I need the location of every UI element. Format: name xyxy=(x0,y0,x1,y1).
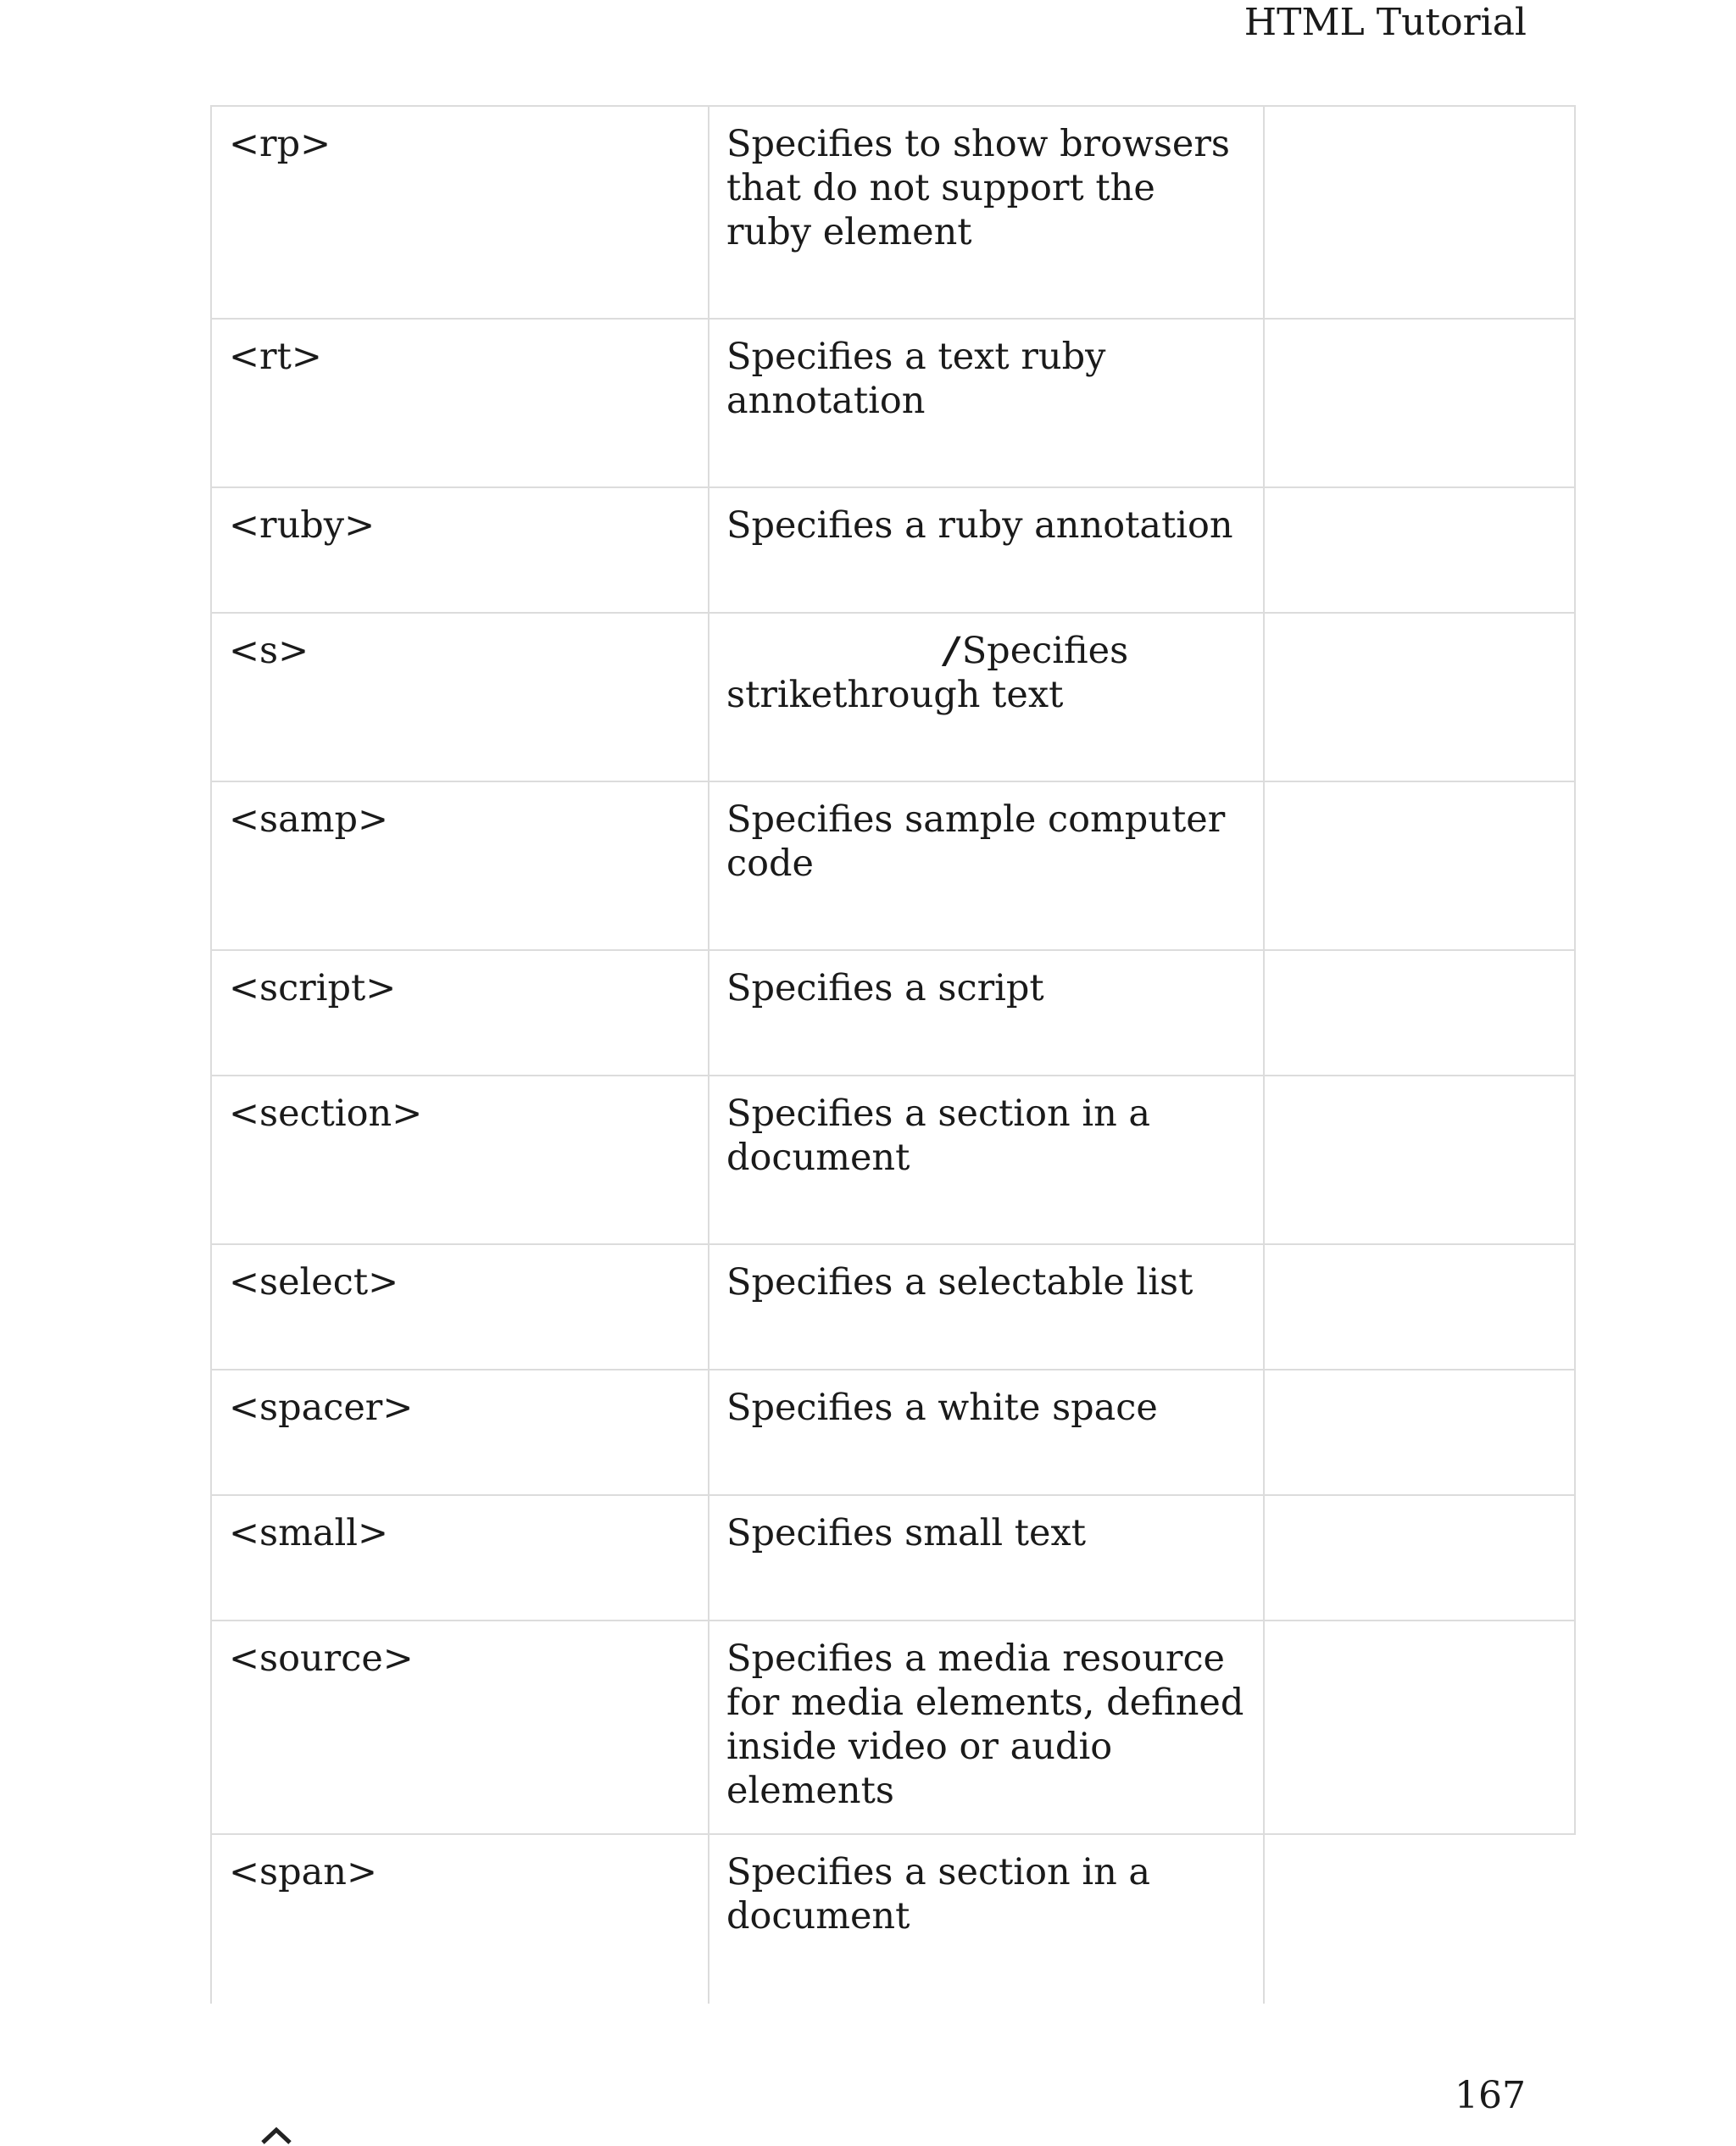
tag-cell: <span> xyxy=(211,1834,709,2004)
running-header: HTML Tutorial xyxy=(1244,1,1527,44)
empty-cell xyxy=(1264,613,1575,781)
description-cell: Specifies small text xyxy=(709,1495,1264,1621)
tag-cell: <s> xyxy=(211,613,709,781)
table-row xyxy=(211,487,1575,613)
tag-cell: <small> xyxy=(211,1495,709,1621)
table-row xyxy=(211,106,1575,319)
table-row xyxy=(211,319,1575,487)
description-cell: Specifies a media resource for media elements, defined inside video or audio elements xyxy=(709,1621,1264,1834)
tag-cell: <section> xyxy=(211,1076,709,1244)
description-cell xyxy=(709,613,1264,781)
empty-cell xyxy=(1264,950,1575,1076)
description-cell: Specifies a ruby annotation xyxy=(709,487,1264,613)
empty-cell xyxy=(1264,1834,1575,2004)
description-text: Specifies strikethrough text xyxy=(726,630,1129,716)
chevron-up-icon[interactable] xyxy=(259,2126,293,2146)
empty-cell xyxy=(1264,1076,1575,1244)
table-row xyxy=(211,1834,1575,2004)
tag-cell: <source> xyxy=(211,1621,709,1834)
table-row xyxy=(211,1621,1575,1834)
description-cell: Specifies a white space xyxy=(709,1370,1264,1495)
description-cell: Specifies a selectable list xyxy=(709,1244,1264,1370)
empty-cell xyxy=(1264,781,1575,950)
empty-cell xyxy=(1264,1244,1575,1370)
table-row xyxy=(211,1076,1575,1244)
tag-cell: <spacer> xyxy=(211,1370,709,1495)
description-cell: Specifies a section in a document xyxy=(709,1076,1264,1244)
table-row xyxy=(211,781,1575,950)
empty-cell xyxy=(1264,106,1575,319)
tag-cell: <samp> xyxy=(211,781,709,950)
description-cell: Specifies a section in a document xyxy=(709,1834,1264,2004)
tag-cell: <rp> xyxy=(211,106,709,319)
page-number: 167 xyxy=(1455,2074,1526,2117)
description-cell: Specifies a text ruby annotation xyxy=(709,319,1264,487)
table-row xyxy=(211,613,1575,781)
description-cell: Specifies a script xyxy=(709,950,1264,1076)
table-row xyxy=(211,950,1575,1076)
empty-cell xyxy=(1264,1495,1575,1621)
description-cell: Specifies to show browsers that do not support the ruby element xyxy=(709,106,1264,319)
empty-cell xyxy=(1264,1370,1575,1495)
tag-reference-table xyxy=(210,105,1576,2004)
table-row xyxy=(211,1244,1575,1370)
empty-cell xyxy=(1264,487,1575,613)
empty-cell xyxy=(1264,319,1575,487)
tag-cell: <script> xyxy=(211,950,709,1076)
table-row xyxy=(211,1370,1575,1495)
slash-mark: / xyxy=(945,630,959,672)
description-cell: Specifies sample computer code xyxy=(709,781,1264,950)
tag-cell: <rt> xyxy=(211,319,709,487)
tag-cell: <ruby> xyxy=(211,487,709,613)
empty-cell xyxy=(1264,1621,1575,1834)
table-row xyxy=(211,1495,1575,1621)
tag-cell: <select> xyxy=(211,1244,709,1370)
